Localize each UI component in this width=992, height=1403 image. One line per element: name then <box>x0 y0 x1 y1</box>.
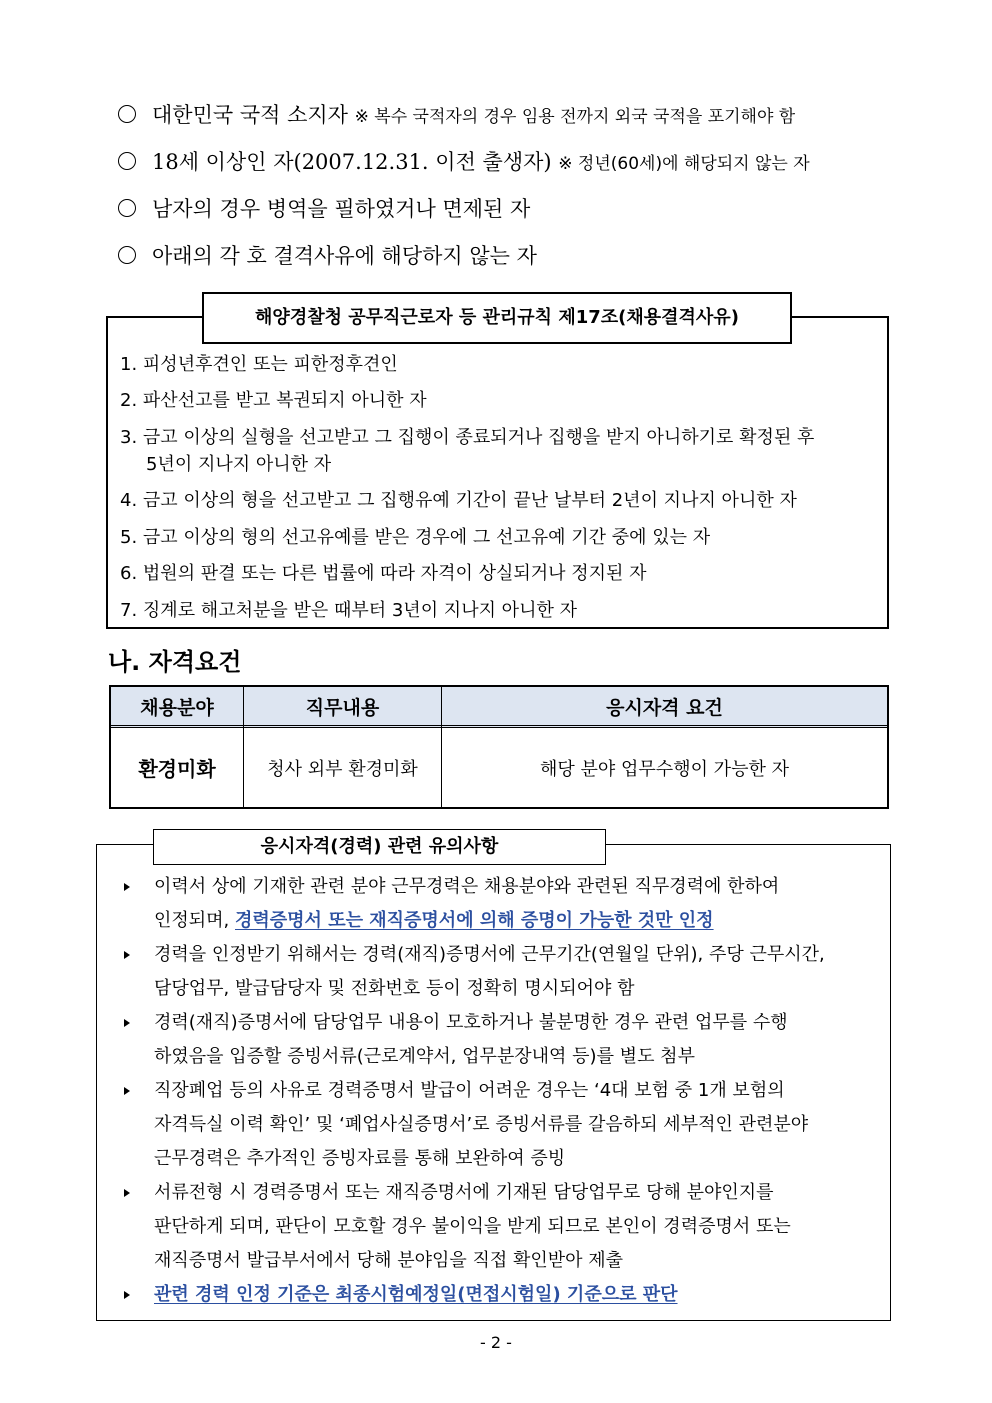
triangle-bullet-icon <box>124 1291 130 1299</box>
disqualification-box-title: 해양경찰청 공무직근로자 등 관리규칙 제17조(채용결격사유) <box>202 292 792 344</box>
table-header-requirements: 응시자격 요건 <box>606 696 723 719</box>
qualification-text: 남자의 경우 병역을 필하였거나 면제된 자 <box>152 197 531 221</box>
item-number: 1. <box>120 354 138 375</box>
disqualification-item-7 <box>120 597 577 624</box>
qualification-item-4 <box>118 242 537 270</box>
table-header-field: 채용분야 <box>140 696 214 719</box>
circle-bullet-icon <box>118 152 136 170</box>
qualification-text: 18세 이상인 자(2007.12.31. 이전 출생자) <box>152 150 552 174</box>
section-heading: 나. 자격요건 <box>108 648 242 676</box>
emphasis-text: 관련 경력 인정 기준은 최종시험예정일(면접시험일) 기준으로 판단 <box>154 1284 678 1305</box>
bullet-line: 경력을 인정받기 위해서는 경력(재직)증명서에 근무기간(연월일 단위), 주당 근무시간, <box>154 944 825 965</box>
table-cell-requirements: 해당 분야 업무수행이 가능한 자 <box>540 758 789 780</box>
disqualification-item-3-continued <box>146 451 331 478</box>
table-cell-field: 환경미화 <box>138 757 216 781</box>
circle-bullet-icon <box>118 199 136 217</box>
qualification-note: ※ 정년(60세)에 해당되지 않는 자 <box>558 154 810 174</box>
item-text: 징계로 해고처분을 받은 때부터 3년이 지나지 아니한 자 <box>142 600 577 621</box>
qualification-item-3 <box>118 195 530 223</box>
disqualification-item-5 <box>120 524 710 551</box>
qualification-item-2 <box>118 148 810 178</box>
page-number: - 2 - <box>480 1333 512 1352</box>
item-number: 3. <box>120 427 138 448</box>
bullet-line <box>154 908 714 934</box>
disqualification-item-3 <box>120 424 814 451</box>
bullet-line: 근무경력은 추가적인 증빙자료를 통해 보완하여 증빙 <box>154 1148 566 1169</box>
qualification-text: 대한민국 국적 소지자 <box>152 103 348 127</box>
table-header-duty: 직무내용 <box>305 696 380 719</box>
disqualification-item-6 <box>120 560 647 587</box>
item-text: 파산선고를 받고 복권되지 아니한 자 <box>142 390 427 411</box>
bullet-line: 판단하게 되며, 판단이 모호할 경우 불이익을 받게 되므로 본인이 경력증명서 또는 <box>154 1216 791 1237</box>
item-number: 7. <box>120 600 138 621</box>
bullet-line: 이력서 상에 기재한 관련 분야 근무경력은 채용분야와 관련된 직무경력에 한하여 <box>154 876 780 897</box>
disqualification-item-2 <box>120 387 427 414</box>
triangle-bullet-icon <box>124 1019 130 1027</box>
bullet-line: 직장폐업 등의 사유로 경력증명서 발급이 어려운 경우는 ‘4대 보험 중 1개 보험의 <box>154 1080 785 1101</box>
item-text: 법원의 판결 또는 다른 법률에 따라 자격이 상실되거나 정지된 자 <box>142 563 647 584</box>
disqualification-item-4 <box>120 487 797 514</box>
notice-box-title: 응시자격(경력) 관련 유의사항 <box>153 829 606 865</box>
triangle-bullet-icon <box>124 1087 130 1095</box>
table-cell-duty: 청사 외부 환경미화 <box>267 758 418 780</box>
triangle-bullet-icon <box>124 1189 130 1197</box>
circle-bullet-icon <box>118 105 136 123</box>
item-text-continued: 5년이 지나지 아니한 자 <box>146 454 332 475</box>
item-text: 금고 이상의 실형을 선고받고 그 집행이 종료되거나 집행을 받지 아니하기로 확정된 후 <box>142 427 815 448</box>
emphasis-text: 경력증명서 또는 재직증명서에 의해 증명이 가능한 것만 인정 <box>235 910 714 931</box>
triangle-bullet-icon <box>124 883 130 891</box>
bullet-line: 재직증명서 발급부서에서 당해 분야임을 직접 확인받아 제출 <box>154 1250 624 1271</box>
triangle-bullet-icon <box>124 951 130 959</box>
bullet-line: 자격득실 이력 확인’ 및 ‘폐업사실증명서’로 증빙서류를 갈음하되 세부적인 관련분야 <box>154 1114 809 1135</box>
disqualification-item-1 <box>120 351 398 378</box>
item-text: 금고 이상의 형을 선고받고 그 집행유예 기간이 끝난 날부터 2년이 지나지 아니한 자 <box>142 490 797 511</box>
bullet-line: 하였음을 입증할 증빙서류(근로계약서, 업무분장내역 등)를 별도 첨부 <box>154 1046 695 1067</box>
qualification-note: ※ 복수 국적자의 경우 임용 전까지 외국 국적을 포기해야 함 <box>354 107 796 127</box>
circle-bullet-icon <box>118 246 136 264</box>
qualification-item-1 <box>118 101 795 131</box>
bullet-line: 경력(재직)증명서에 담당업무 내용이 모호하거나 불분명한 경우 관련 업무를 수행 <box>154 1012 788 1033</box>
item-number: 6. <box>120 563 138 584</box>
qualification-table <box>109 685 889 809</box>
item-number: 4. <box>120 490 138 511</box>
bullet-line: 서류전형 시 경력증명서 또는 재직증명서에 기재된 담당업무로 당해 분야인지를 <box>154 1182 774 1203</box>
bullet-line: 담당업무, 발급담당자 및 전화번호 등이 정확히 명시되어야 함 <box>154 978 635 999</box>
item-text: 피성년후견인 또는 피한정후견인 <box>142 354 398 375</box>
item-text: 금고 이상의 형의 선고유예를 받은 경우에 그 선고유예 기간 중에 있는 자 <box>142 527 711 548</box>
item-number: 5. <box>120 527 138 548</box>
item-number: 2. <box>120 390 138 411</box>
qualification-text: 아래의 각 호 결격사유에 해당하지 않는 자 <box>152 244 537 268</box>
bullet-text: 인정되며, <box>154 910 235 931</box>
